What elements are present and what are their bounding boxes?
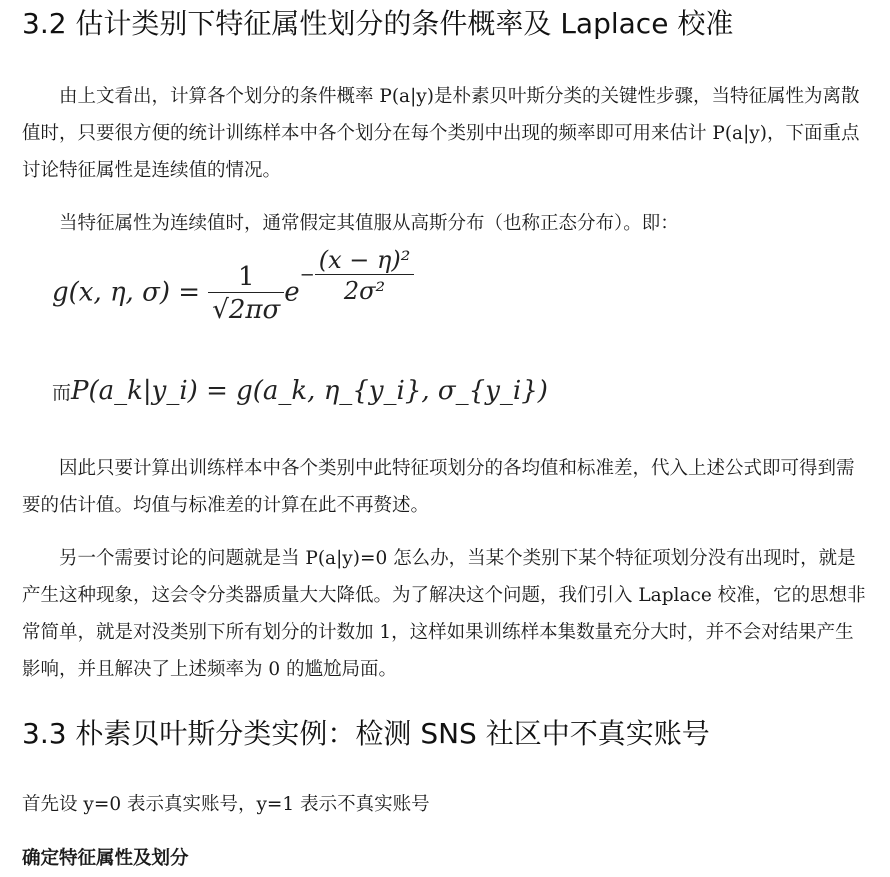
paragraph-label-definition: 首先设 y=0 表示真实账号，y=1 表示不真实账号: [22, 794, 430, 815]
gaussian-formula: [52, 246, 414, 325]
paragraph-mean-std: 因此只要计算出训练样本中各个类别中此特征项划分的各均值和标准差，代入上述公式即可得到需要的估计值。均值与标准差的计算在此不再赘述。: [22, 458, 855, 516]
formula-base: e: [284, 277, 300, 308]
exponent-sign: −: [299, 264, 315, 286]
coefficient-denominator: √2πσ: [208, 292, 284, 325]
formula-prefix: 而: [52, 382, 72, 404]
formula-expression: P(a_k|y_i) = g(a_k, η_{y_i}, σ_{y_i}): [71, 376, 548, 406]
paragraph-conditional-probability: 由上文看出，计算各个划分的条件概率 P(a|y)是朴素贝叶斯分类的关键性步骤，当特征属性为离散值时，只要很方便的统计训练样本中各个划分在每个类别中出现的频率即可用来估计 P(a|y)，下面重点讨论特征属性是连续值的情况。: [22, 86, 860, 181]
exponent-denominator: 2σ²: [315, 274, 415, 305]
paragraph-laplace: 另一个需要讨论的问题就是当 P(a|y)=0 怎么办，当某个类别下某个特征项划分没有出现时，就是产生这种现象，这会令分类器质量大大降低。为了解决这个问题，我们引入 Laplace 校准，它的思想非常简单，就是对没类别下所有划分的计数加 1，这样如果训练样本集数量充分大时，并不会对结果产生影响，并且解决了上述频率为 0 的尴尬局面。: [22, 548, 866, 680]
conditional-gaussian-formula: [52, 376, 548, 406]
paragraph-gaussian-intro: 当特征属性为连续值时，通常假定其值服从高斯分布（也称正态分布）。即：: [59, 213, 679, 234]
exponent-numerator: (x − η)²: [318, 246, 411, 274]
formula-coefficient: [208, 262, 284, 325]
section-heading-3-2: 3.2 估计类别下特征属性划分的条件概率及 Laplace 校准: [22, 7, 734, 40]
paragraph-feature-definition: 确定特征属性及划分: [22, 848, 189, 869]
formula-exponent: [300, 246, 415, 305]
exponent-fraction: [315, 246, 415, 305]
formula-lhs: g(x, η, σ) =: [52, 277, 201, 308]
coefficient-numerator: 1: [238, 262, 255, 292]
section-heading-3-3: 3.3 朴素贝叶斯分类实例：检测 SNS 社区中不真实账号: [22, 717, 710, 750]
